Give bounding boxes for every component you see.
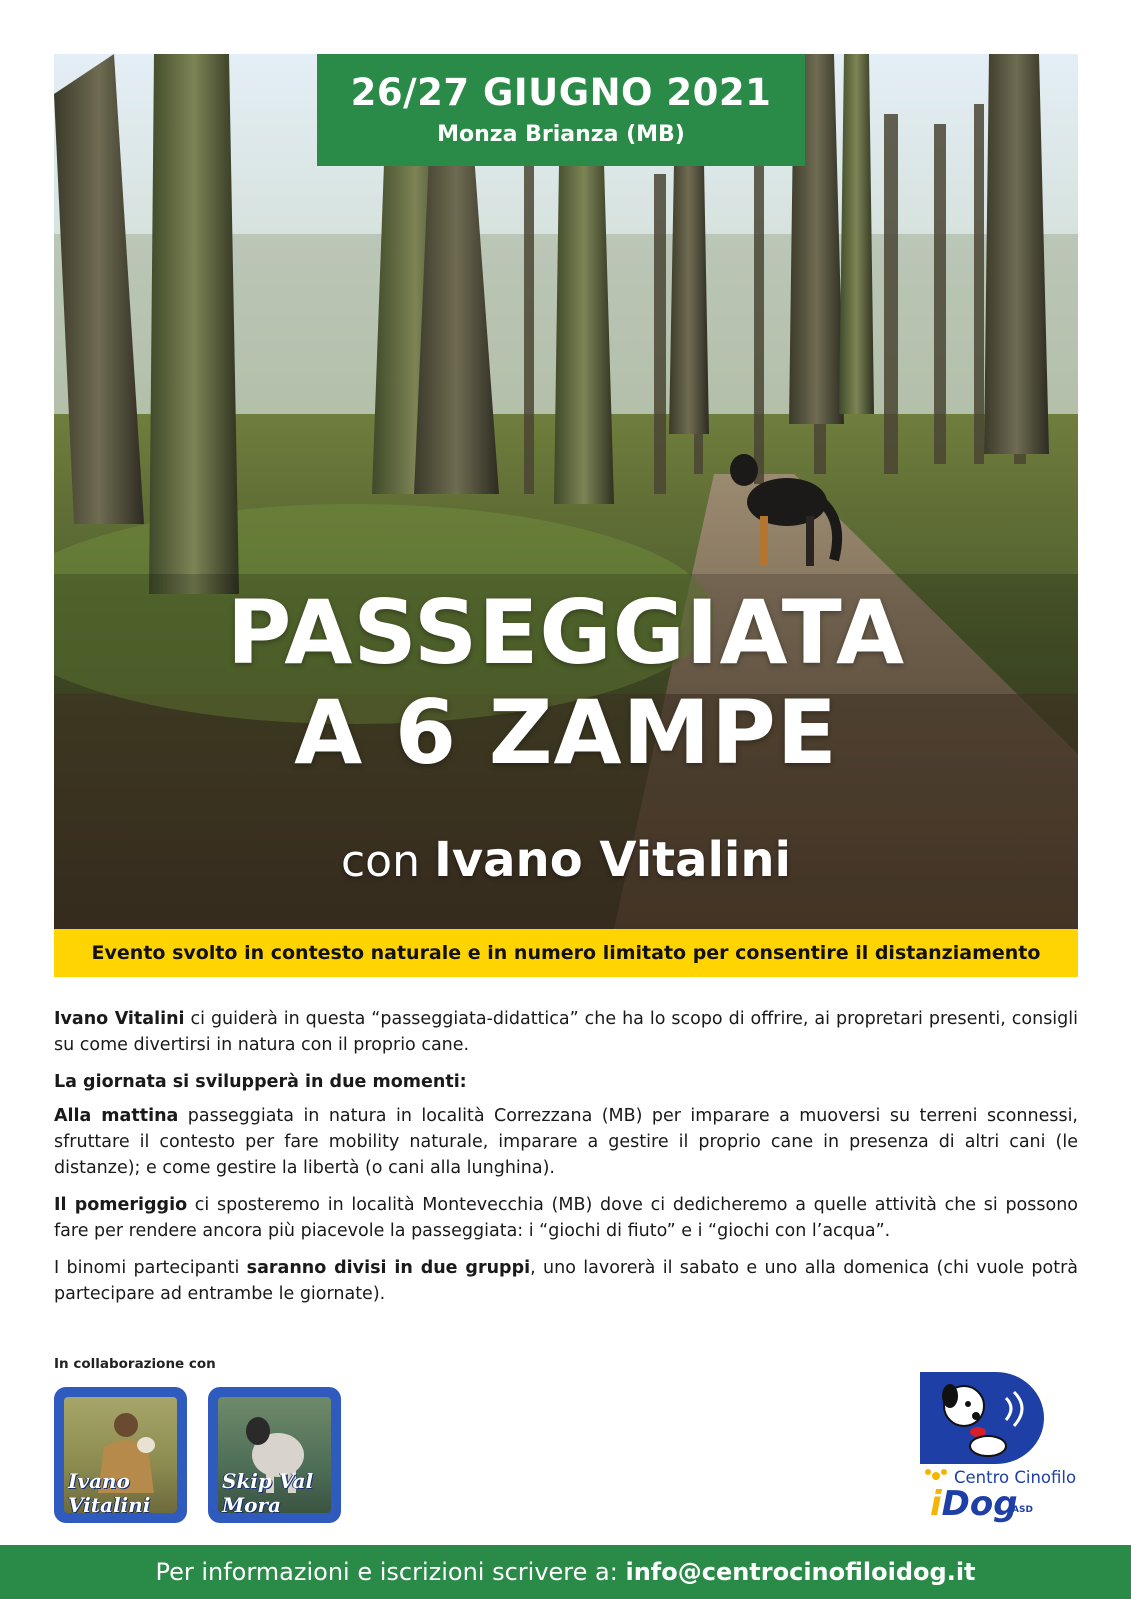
hero-photo <box>54 54 1078 929</box>
schedule-heading: La giornata si svilupperà in due momenti: <box>54 1072 467 1092</box>
morning-paragraph <box>54 1103 1078 1181</box>
host-name: Ivano Vitalini <box>433 832 792 888</box>
afternoon-paragraph <box>54 1192 1078 1244</box>
intro-bold: Ivano Vitalini <box>54 1009 185 1029</box>
idog-brand <box>930 1484 1018 1524</box>
date-banner <box>317 54 805 166</box>
valmora-logo-text: Skip Val Mora <box>222 1469 314 1517</box>
host-line <box>54 832 1078 890</box>
event-date: 26/27 GIUGNO 2021 <box>350 71 772 114</box>
contact-footer <box>0 1545 1131 1599</box>
event-location: Monza Brianza (MB) <box>437 122 685 147</box>
footer-text: Per informazioni e iscrizioni scrivere a: <box>155 1558 626 1586</box>
afternoon-bold: Il pomeriggio <box>54 1195 188 1215</box>
event-title-line-2: A 6 ZAMPE <box>294 681 838 784</box>
groups-post: , uno lavorerà il sabato e uno alla domenica (chi vuole potrà partecipare ad entrambe le giornate). <box>54 1258 1078 1304</box>
morning-bold: Alla mattina <box>54 1106 179 1126</box>
event-description <box>54 1006 1078 1318</box>
groups-bold: saranno divisi in due gruppi <box>246 1258 531 1278</box>
collaboration-label: In collaborazione con <box>54 1356 216 1372</box>
idog-asd: ASD <box>1012 1505 1033 1515</box>
intro-text: ci guiderà in questa “passeggiata-didattica” che ha lo scopo di offrire, ai propretari presenti, consigli su come divertirsi in natura con il proprio cane. <box>54 1009 1078 1055</box>
contact-email-link[interactable]: info@centrocinofiloidog.it <box>625 1558 976 1586</box>
idog-brand-i: i <box>930 1484 942 1524</box>
idog-brand-rest: Dog <box>941 1484 1018 1524</box>
ivano-logo-text: Ivano Vitalini <box>68 1469 151 1517</box>
skip-val-mora-logo <box>208 1387 341 1523</box>
distancing-notice: Evento svolto in contesto naturale e in numero limitato per consentire il distanziamento <box>54 929 1078 977</box>
morning-text: passeggiata in natura in località Correzzana (MB) per imparare a muoversi su terreni sconnessi, sfruttare il contesto per fare mobility naturale, imparare a gestire il proprio cane in presenza di altri cani (le distanze); e come gestire la libertà (o cani alla lunghina). <box>54 1106 1078 1178</box>
host-prefix: con <box>340 836 420 887</box>
afternoon-text: ci sposteremo in località Montevecchia (MB) dove ci dedicheremo a quelle attività che si possono fare per rendere ancora più piacevole la passeggiata: i “giochi di fiuto” e i “giochi con l’acqua”. <box>54 1195 1078 1241</box>
groups-paragraph <box>54 1255 1078 1307</box>
event-title-line-1: PASSEGGIATA <box>226 581 906 684</box>
intro-paragraph <box>54 1006 1078 1058</box>
forest-path-photo <box>54 54 1078 929</box>
groups-pre: I binomi partecipanti <box>54 1258 247 1278</box>
idog-subtitle: Centro Cinofilo <box>954 1468 1077 1487</box>
ivano-vitalini-logo <box>54 1387 187 1523</box>
